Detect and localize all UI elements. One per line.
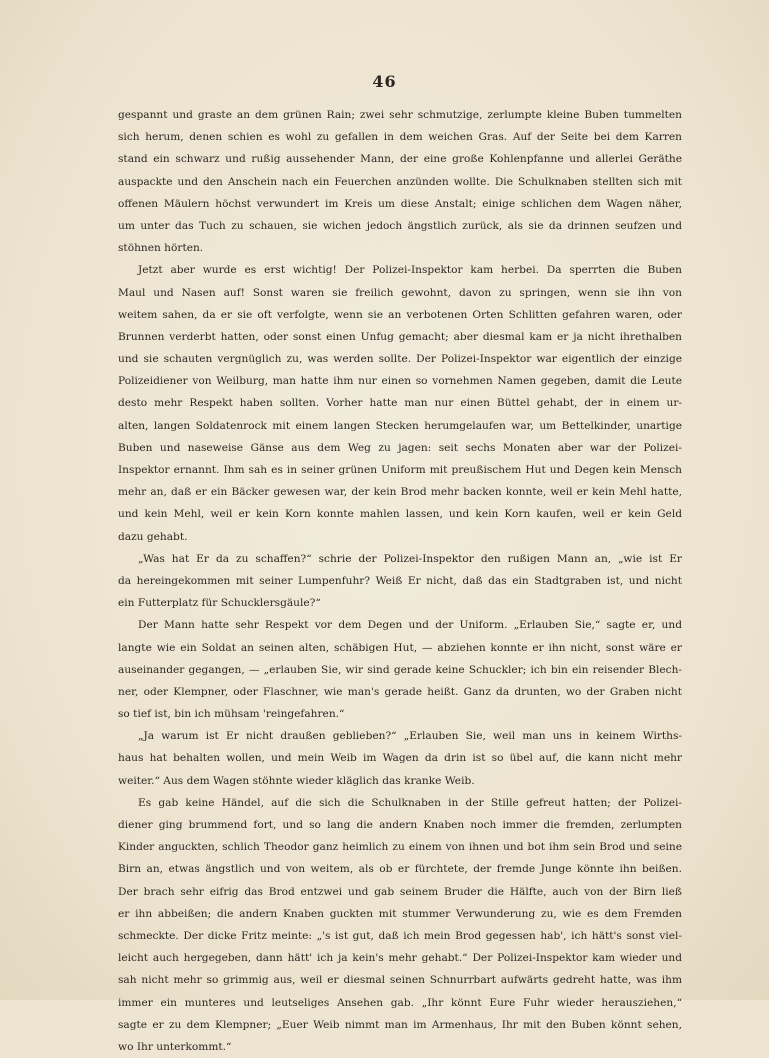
text-line: Der brach sehr eifrig das Brod entzwei und gab seinem Bruder die Hälfte, auch von der Birn ließ [118, 885, 682, 898]
text-line: auseinander gegangen, — „erlauben Sie, wir sind gerade keine Schuckler; ich bin ein reisender Blech- [118, 663, 682, 676]
paragraph [118, 104, 682, 259]
page-number: 46 [372, 72, 397, 91]
text-line: und kein Mehl, weil er kein Korn konnte mahlen lassen, und kein Korn kaufen, weil er kein Geld [118, 508, 682, 521]
text-line: ein Futterplatz für Schucklersgäule?“ [118, 597, 321, 610]
text-line: Brunnen verderbt hatten, oder sonst einen Unfug gemacht; aber diesmal kam er ja nicht ihrethalben [118, 330, 682, 343]
text-line: wo Ihr unterkommt.“ [118, 1040, 232, 1053]
text-line: sagte er zu dem Klempner; „Euer Weib nimmt man im Armenhaus, Ihr mit den Buben könnt sehen, [118, 1018, 682, 1031]
text-line: stöhnen hörten. [118, 242, 204, 255]
text-line: gespannt und graste an dem grünen Rain; zwei sehr schmutzige, zerlumpte kleine Buben tummelten [118, 109, 682, 121]
text-line: Es gab keine Händel, auf die sich die Schulknaben in der Stille gefreut hatten; der Polizei- [138, 796, 682, 809]
text-line: immer ein munteres und leutseliges Ansehen gab. „Ihr könnt Eure Fuhr wieder herausziehen,“ [118, 996, 682, 1009]
text-line: Jetzt aber wurde es erst wichtig! Der Polizei-Inspektor kam herbei. Da sperrten die Buben [138, 264, 682, 277]
text-line: weiter.“ Aus dem Wagen stöhnte wieder kläglich das kranke Weib. [118, 774, 475, 787]
text-line: Birn an, etwas ängstlich und von weitem, als ob er fürchtete, der fremde Junge könnte ihn beißen. [118, 863, 682, 876]
text-line: weitem sahen, da er sie oft verfolgte, wenn sie an verbotenen Orten Schlitten gefahren waren, oder [118, 308, 682, 321]
text-line: sich herum, denen schien es wohl zu gefallen in dem weichen Gras. Auf der Seite bei dem Karren [118, 131, 682, 144]
text-line: ner, oder Klempner, oder Flaschner, wie man's gerade heißt. Ganz da drunten, wo der Graben nicht [118, 685, 682, 698]
text-line: diener ging brummend fort, und so lang die andern Knaben noch immer die fremden, zerlumpten [118, 819, 682, 831]
text-line: „Was hat Er da zu schaffen?“ schrie der Polizei-Inspektor den rußigen Mann an, „wie ist Er [138, 552, 682, 565]
text-line: alten, langen Soldatenrock mit einem langen Stecken herumgelaufen war, um Bettelkinder, unartige [118, 419, 682, 432]
text-line: er ihn abbeißen; die andern Knaben guckten mit stummer Verwunderung zu, wie es dem Fremden [118, 907, 682, 920]
text-line: Inspektor ernannt. Ihm sah es in seiner grünen Uniform mit preußischem Hut und Degen kein Mensch [118, 464, 682, 476]
paragraph [118, 614, 682, 725]
text-line: schmeckte. Der dicke Fritz meinte: „'s ist gut, daß ich mein Brod gegessen hab', ich hätt's sonst viel- [118, 929, 682, 942]
text-line: langte wie ein Soldat an seinen alten, schäbigen Hut, — abziehen konnte er ihn nicht, sonst wäre er [118, 641, 682, 654]
paragraph [118, 725, 682, 792]
text-line: so tief ist, bin ich mühsam 'reingefahren.“ [118, 708, 345, 721]
text-line: und sie schauten vergnüglich zu, was werden sollte. Der Polizei-Inspektor war eigentlich der einzige [118, 353, 682, 366]
text-line: offenen Mäulern höchst verwundert im Kreis um diese Anstalt; einige schlichen dem Wagen näher, [118, 197, 682, 210]
text-line: mehr an, daß er ein Bäcker gewesen war, der kein Brod mehr backen konnte, weil er kein Mehl hatte, [118, 486, 682, 499]
paragraph [118, 548, 682, 615]
text-line: haus hat behalten wollen, und mein Weib im Wagen da drin ist so übel auf, die kann nicht mehr [118, 752, 682, 765]
body-text [118, 104, 682, 1058]
text-line: Kinder anguckten, schlich Theodor ganz heimlich zu einem von ihnen und bot ihm sein Brod und seine [118, 841, 682, 854]
text-line: Polizeidiener von Weilburg, man hatte ihm nur einen so vornehmen Namen gegeben, damit die Leute [118, 375, 682, 388]
text-line: stand ein schwarz und rußig aussehender Mann, der eine große Kohlenpfanne und allerlei Geräthe [118, 153, 682, 166]
paragraph [118, 792, 682, 1058]
text-line: da hereingekommen mit seiner Lumpenfuhr? Weiß Er nicht, daß das ein Stadtgraben ist, und nicht [118, 574, 682, 587]
text-line: „Ja warum ist Er nicht draußen geblieben?“ „Erlauben Sie, weil man uns in keinem Wirths- [138, 730, 682, 743]
text-line: Der Mann hatte sehr Respekt vor dem Degen und der Uniform. „Erlauben Sie,“ sagte er, und [138, 619, 682, 632]
text-line: um unter das Tuch zu schauen, sie wichen jedoch ängstlich zurück, als sie da drinnen seufzen und [118, 219, 682, 232]
text-line: Buben und naseweise Gänse aus dem Weg zu jagen: seit sechs Monaten aber war der Polizei- [118, 441, 682, 454]
text-line: Maul und Nasen auf! Sonst waren sie freilich gewohnt, davon zu springen, wenn sie ihn von [118, 286, 682, 299]
text-line: sah nicht mehr so grimmig aus, weil er diesmal seinen Schnurrbart aufwärts gedreht hatte, was ihm [118, 974, 682, 987]
text-line: auspackte und den Anschein nach ein Feuerchen anzünden wollte. Die Schulknaben stellten sich mit [118, 175, 682, 188]
paragraph [118, 259, 682, 547]
text-line: desto mehr Respekt haben sollten. Vorher hatte man nur einen Büttel gehabt, der in einem ur- [118, 397, 682, 410]
text-line: leicht auch hergegeben, dann hätt' ich ja kein's mehr gehabt.“ Der Polizei-Inspektor kam wieder und [118, 952, 682, 965]
text-line: dazu gehabt. [118, 530, 188, 543]
